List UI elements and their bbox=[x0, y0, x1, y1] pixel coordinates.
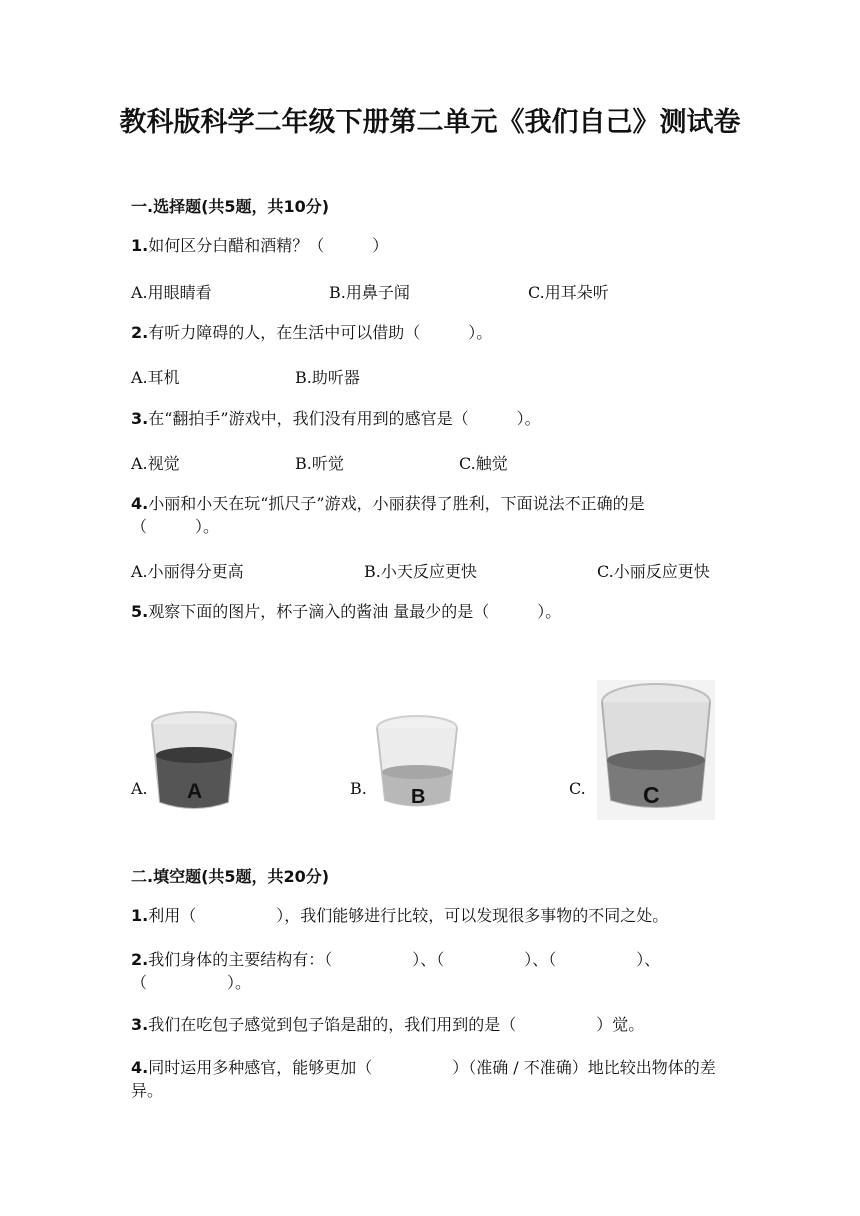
fill-question-3 bbox=[131, 1013, 731, 1036]
question-text: 利用（ ），我们能够进行比较，可以发现很多事物的不同之处。 bbox=[148, 906, 669, 925]
question-text: 观察下面的图片，杯子滴入的酱油 量最少的是（ ）。 bbox=[148, 602, 562, 621]
cup-letter-a: A bbox=[187, 780, 203, 803]
question-number: 5. bbox=[131, 602, 149, 621]
question-1 bbox=[131, 234, 731, 257]
option-c: C.用耳朵听 bbox=[528, 283, 609, 302]
question-3 bbox=[131, 407, 731, 430]
fill-question-4 bbox=[131, 1056, 723, 1102]
question-5 bbox=[131, 600, 731, 623]
cup-a-image bbox=[147, 710, 242, 818]
question-4 bbox=[131, 492, 711, 538]
option-a: A.小丽得分更高 bbox=[131, 562, 244, 581]
question-number: 1. bbox=[131, 236, 149, 255]
question-text: 我们在吃包子感觉到包子馅是甜的，我们用到的是（ ）觉。 bbox=[148, 1015, 645, 1034]
question-number: 4. bbox=[131, 1058, 149, 1077]
question-2 bbox=[131, 321, 731, 344]
question-number: 3. bbox=[131, 409, 149, 428]
fill-question-2 bbox=[131, 948, 726, 994]
cup-letter-c: C bbox=[643, 782, 660, 808]
option-c: C.触觉 bbox=[459, 454, 508, 473]
question-number: 2. bbox=[131, 323, 149, 342]
question-text: 在“翻拍手”游戏中，我们没有用到的感官是（ ）。 bbox=[148, 409, 541, 428]
option-c: C. bbox=[569, 779, 586, 798]
cup-b-image bbox=[373, 714, 461, 814]
fill-question-1 bbox=[131, 904, 731, 927]
option-b: B.用鼻子闻 bbox=[329, 283, 410, 302]
option-b: B.小天反应更快 bbox=[364, 562, 477, 581]
cup-c-image bbox=[597, 680, 715, 820]
question-text: 如何区分白醋和酒精？（ ） bbox=[148, 236, 389, 255]
question-text: 小丽和小天在玩“抓尺子”游戏，小丽获得了胜利，下面说法不正确的是（ ）。 bbox=[131, 494, 645, 536]
section-heading-fill: 二.填空题(共5题，共20分) bbox=[131, 867, 330, 886]
option-b: B.听觉 bbox=[295, 454, 344, 473]
question-number: 2. bbox=[131, 950, 149, 969]
question-text: 我们身体的主要结构有：（ ）、（ ）、（ ）、（ ）。 bbox=[131, 950, 661, 992]
question-text: 有听力障碍的人，在生活中可以借助（ ）。 bbox=[148, 323, 493, 342]
page-title: 教科版科学二年级下册第二单元《我们自己》测试卷 bbox=[119, 107, 741, 138]
option-a: A.耳机 bbox=[131, 368, 180, 387]
option-b: B.助听器 bbox=[295, 368, 360, 387]
cup-letter-b: B bbox=[411, 786, 426, 808]
option-c: C.小丽反应更快 bbox=[597, 562, 710, 581]
option-a: A.用眼睛看 bbox=[131, 283, 212, 302]
question-number: 4. bbox=[131, 494, 149, 513]
question-number: 1. bbox=[131, 906, 149, 925]
option-a: A.视觉 bbox=[131, 454, 180, 473]
option-b: B. bbox=[350, 779, 367, 798]
option-a: A. bbox=[131, 779, 148, 798]
section-heading-choice: 一.选择题(共5题，共10分) bbox=[131, 197, 330, 216]
question-text: 同时运用多种感官，能够更加（ ）（准确 / 不准确）地比较出物体的差异。 bbox=[131, 1058, 716, 1100]
question-number: 3. bbox=[131, 1015, 149, 1034]
